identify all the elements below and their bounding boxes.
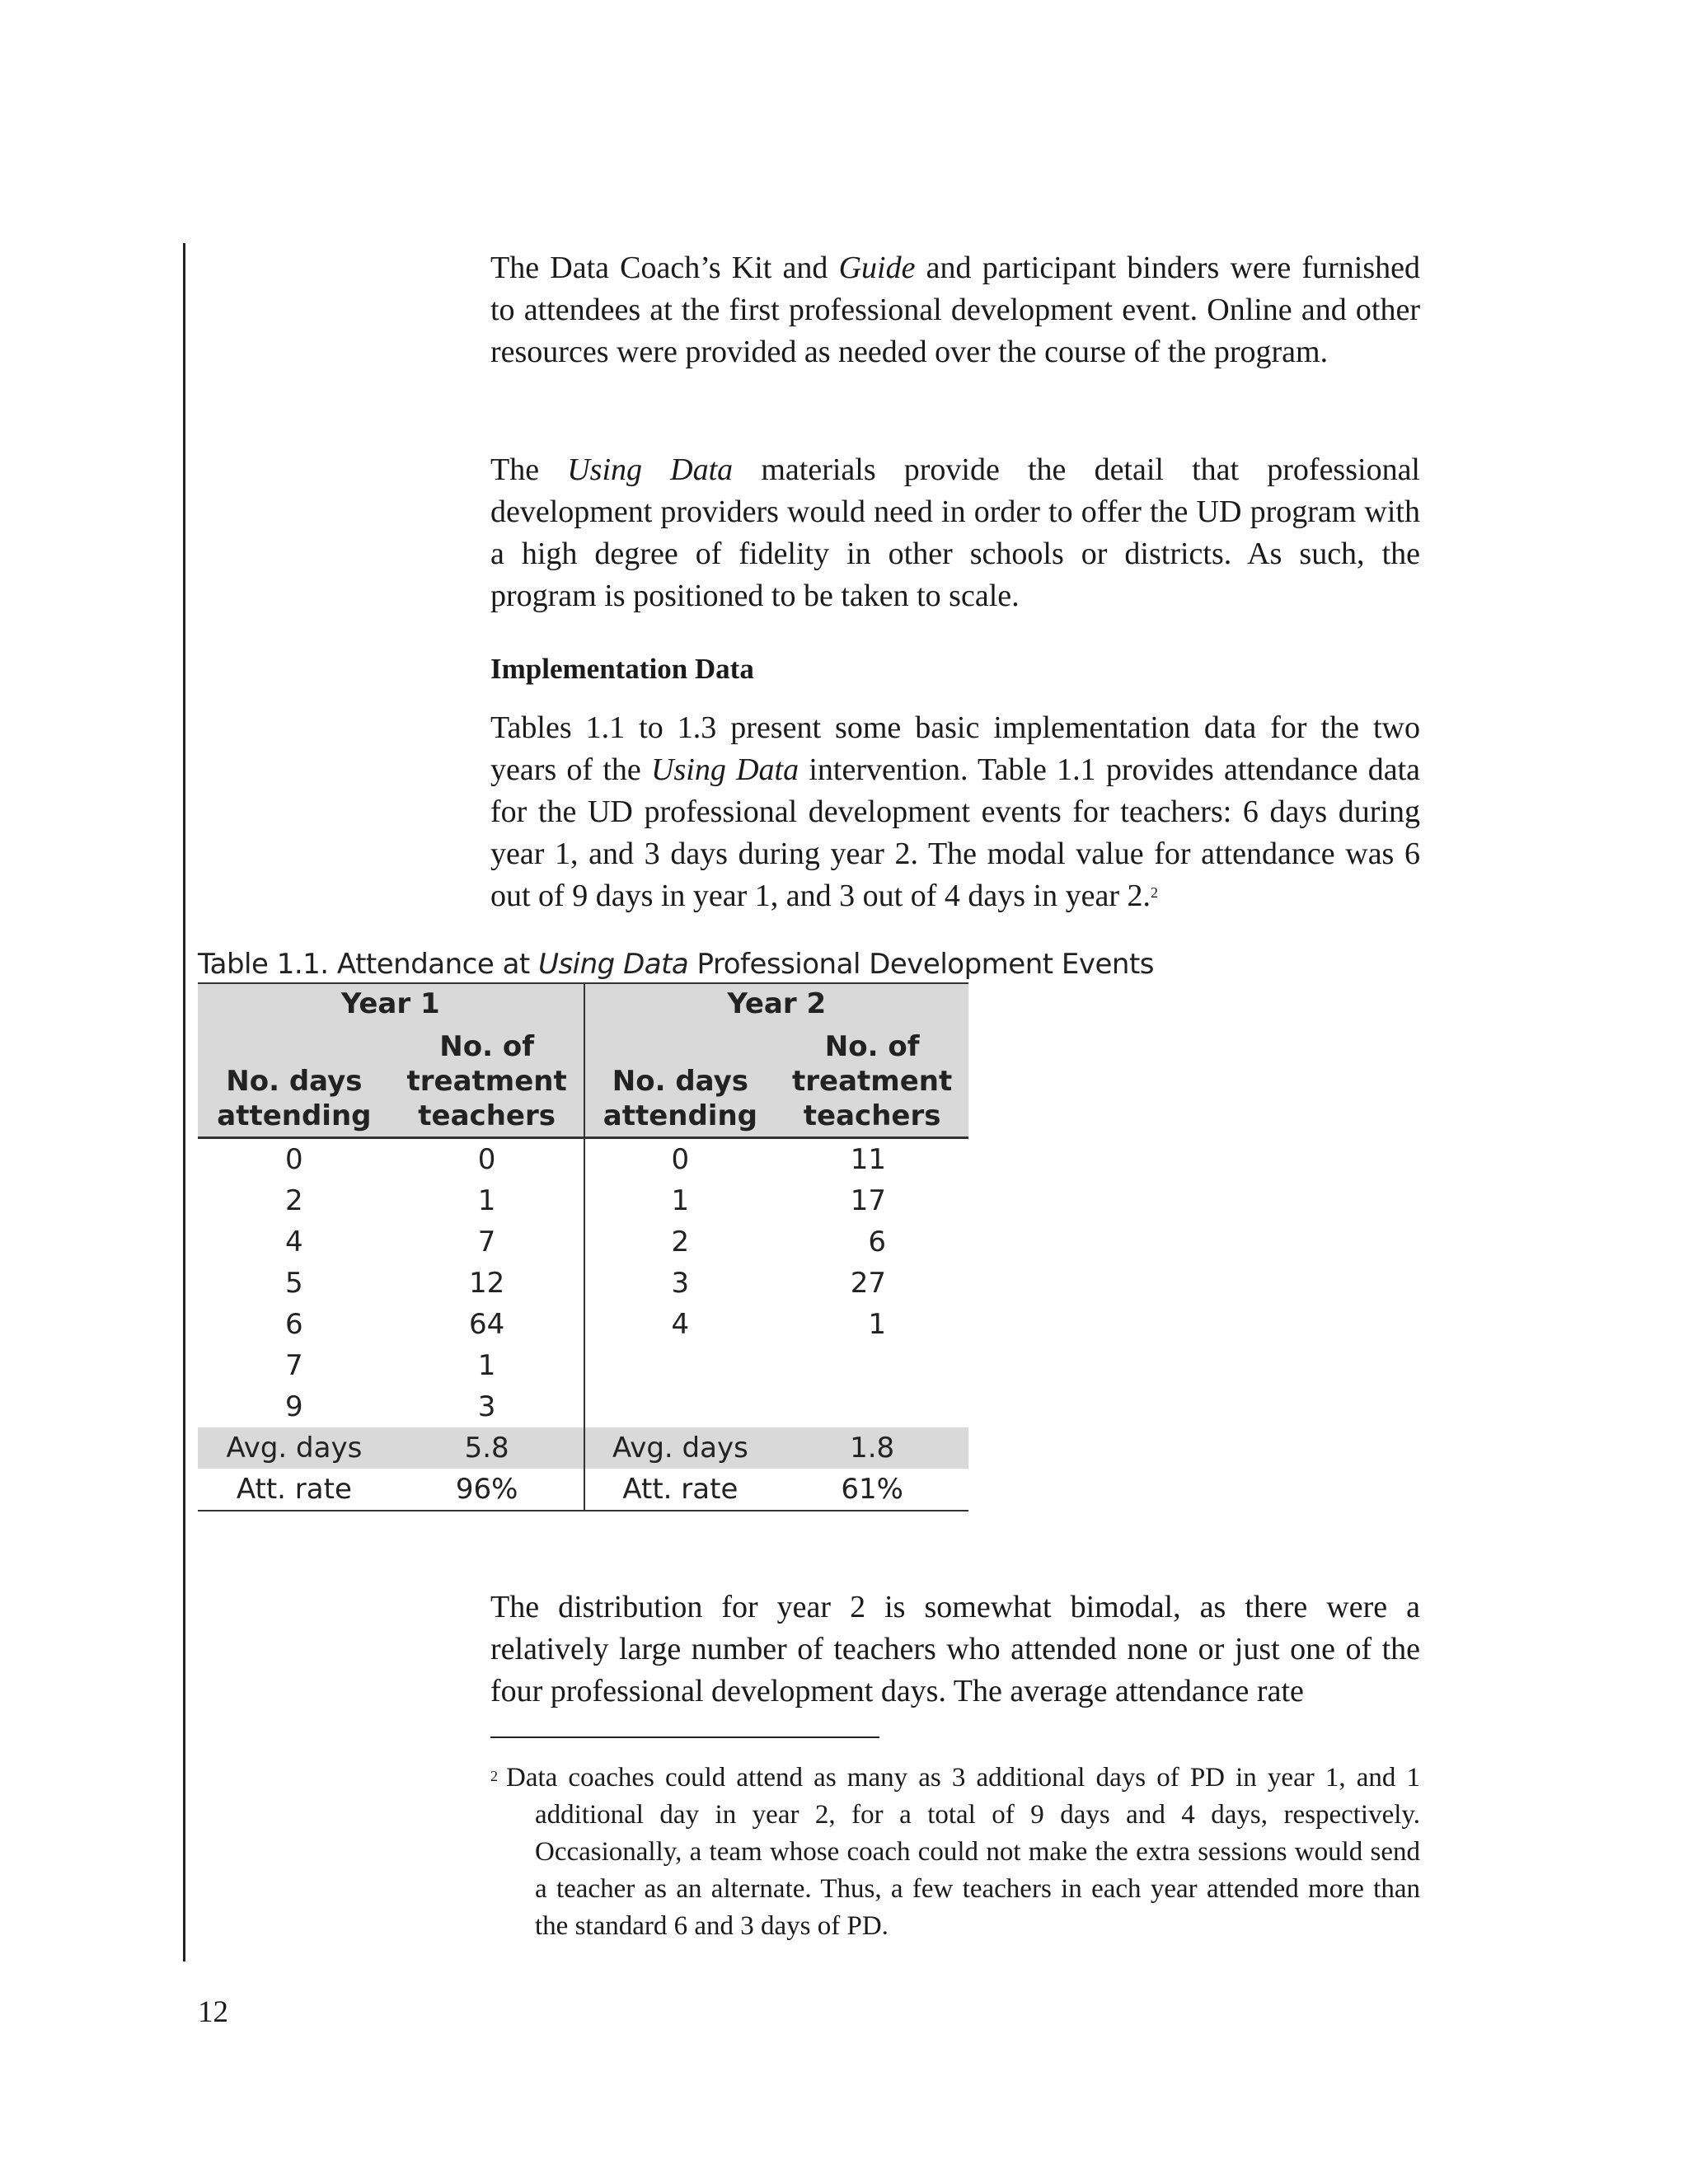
table-cell: 1 [477,1184,496,1217]
table-cell: 1 [584,1180,776,1221]
table-cell: 5.8 [464,1432,509,1465]
caption-text-a: Table 1.1. Attendance at [198,948,539,981]
column-header: No. days attending [584,1024,776,1137]
paragraph-3-italic: Using Data [651,752,799,787]
table-cell: 2 [285,1184,303,1217]
margin-rule [183,243,185,1961]
table-cell: 27 [850,1267,886,1300]
table-row [198,1221,968,1263]
paragraph-1-italic: Guide [838,251,916,285]
table-row [198,1180,968,1221]
table-cell: Att. rate [584,1469,776,1510]
footnote-rule [490,1736,879,1738]
table-cell: 61% [841,1473,903,1506]
caption-text-b: Professional Development Events [688,948,1155,981]
paragraph-2-italic: Using Data [567,452,734,487]
table-row [198,1386,968,1427]
table-cell: 4 [285,1226,303,1258]
table-cell: 0 [584,1139,776,1180]
table-cell: 1.8 [850,1432,895,1465]
table-cell: 4 [584,1304,776,1345]
table-avg-row [198,1427,968,1469]
page-number: 12 [198,1995,228,2029]
table-cell: 1 [868,1308,886,1341]
footnote [490,1760,1420,1945]
paragraph-1 [490,247,1420,373]
table-cell [776,1345,968,1386]
paragraph-1-text-b: and participant binders were furnished to attendees at the first professional development event. Online and other resources were provided as needed over the course of the program. [490,251,1420,369]
table-cell [584,1345,776,1386]
footnote-text: Data coaches could attend as many as 3 additional days of PD in year 1, and 1 additional day in year 2, for a total of 9 days and 4 days, respectively. Occasionally, a team whose coach could not make the extra sessions would send a teacher as an alternate. Thus, a few teachers in each year attended more than the standard 6 and 3 days of PD. [506,1763,1420,1941]
year-2-header: Year 2 [584,984,969,1024]
column-header: No. days attending [217,1065,372,1132]
paragraph-2-text-a: The [490,452,568,487]
table-cell: 96% [455,1473,518,1506]
column-header: No. of treatment teachers [406,1030,567,1132]
table-cell: 2 [584,1221,776,1263]
table-row [198,1263,968,1304]
footnote-mark: 2 [490,1768,498,1784]
table-cell: 3 [477,1390,496,1423]
table-cell: 9 [285,1390,303,1423]
table-cell: 0 [285,1143,303,1176]
paragraph-3-text-b: intervention. Table 1.1 provides attendance data for the UD professional development events for teachers: 6 days during year 1, and 3 days during year 2. The modal value for attendance was 6 out of 9 days in year 1, and 3 out of 4 days in year 2. [490,752,1420,913]
table-cell: 7 [285,1349,303,1382]
table-row [198,1304,968,1345]
table-cell: 11 [850,1143,886,1176]
table-cell: Att. rate [236,1473,352,1506]
paragraph-4: The distribution for year 2 is somewhat bimodal, as there were a relatively large number of teachers who attended none or just one of the four professional development days. The average attendance rate [490,1590,1420,1708]
paragraph-1-text-a: The Data Coach’s Kit and [490,251,839,285]
table-cell: Avg. days [226,1432,363,1465]
table-cell: 6 [868,1226,886,1258]
section-heading: Implementation Data [490,653,754,685]
table-caption [198,948,1154,981]
table-cell: 12 [468,1267,505,1300]
table-rate-row [198,1469,968,1511]
footnote-reference[interactable]: 2 [1151,884,1158,901]
table-column-header-row [198,1024,968,1139]
table-cell: 3 [584,1263,776,1304]
table-row [198,1139,968,1180]
paragraph-3 [490,707,1420,917]
paragraph-3-text-a: Tables 1.1 to 1.3 present some basic implementation data for the two years of the [490,710,1420,787]
table-cell: Avg. days [584,1427,776,1469]
table-cell: 5 [285,1267,303,1300]
table-cell: 7 [477,1226,496,1258]
table-row [198,1345,968,1386]
column-header: No. of treatment teachers [792,1030,953,1132]
table-cell: 1 [477,1349,496,1382]
paragraph-2 [490,449,1420,617]
table-cell: 64 [468,1308,505,1341]
paragraph-2-text-b: materials provide the detail that professional development providers would need in order to offer the UD program with a high degree of fidelity in other schools or districts. As such, the program is positioned to be taken to scale. [490,452,1420,613]
attendance-table [198,982,968,1511]
table-cell: 6 [285,1308,303,1341]
table-cell [776,1386,968,1427]
table-cell [584,1386,776,1427]
table-year-header-row [198,982,968,1024]
table-cell: 17 [850,1184,886,1217]
year-1-header: Year 1 [340,987,440,1020]
table-cell: 0 [477,1143,496,1176]
caption-italic: Using Data [538,948,689,981]
